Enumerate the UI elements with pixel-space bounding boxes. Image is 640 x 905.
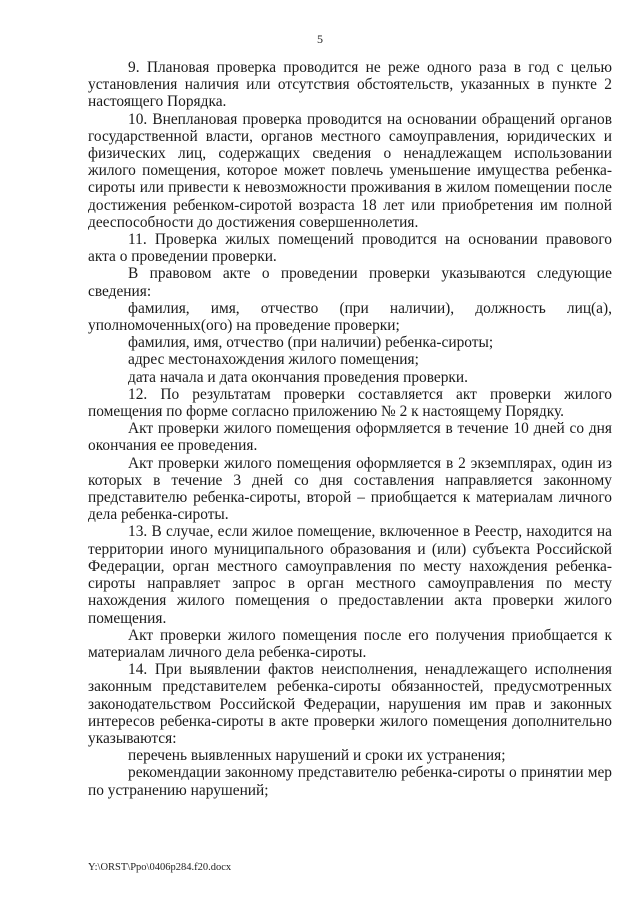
paragraph-13: 13. В случае, если жилое помещение, включенное в Реестр, находится на территории иного муниципального образования и (или) субъекта Российской Федерации, орган местного самоуправления по месту нахождения ребенка-сироты направляет запрос в орган местного самоуправления по месту нахождения жилого помещения о предоставлении акта проверки жилого помещения. bbox=[88, 523, 612, 627]
paragraph-13-attach: Акт проверки жилого помещения после его получения приобщается к материалам личного дела ребенка-сироты. bbox=[88, 626, 612, 661]
paragraph-12-deadline: Акт проверки жилого помещения оформляется в течение 10 дней со дня окончания ее проведения. bbox=[88, 420, 612, 455]
paragraph-11-item-address: адрес местонахождения жилого помещения; bbox=[128, 351, 419, 369]
paragraph-9: 9. Плановая проверка проводится не реже одного раза в год с целью установления наличия или отсутствия обстоятельств, указанных в пункте 2 настоящего Порядка. bbox=[88, 59, 612, 111]
paragraph-12: 12. По результатам проверки составляется акт проверки жилого помещения по форме согласно приложению № 2 к настоящему Порядку. bbox=[88, 385, 612, 421]
paragraph-11: 11. Проверка жилых помещений проводится на основании правового акта о проведении проверки. bbox=[88, 231, 612, 266]
paragraph-11-item-persons: фамилия, имя, отчество (при наличии), должность лиц(а), уполномоченных(ого) на проведение проверки; bbox=[88, 299, 612, 335]
paragraph-12-copies: Акт проверки жилого помещения оформляется в 2 экземплярах, один из которых в течение 3 дней со дня составления направляется законному представителю ребенка-сироты, второй – приобщается к материалам личного дела ребенка-сироты. bbox=[88, 454, 612, 524]
footer-file-path: Y:\ORST\Ppo\0406p284.f20.docx bbox=[88, 862, 232, 873]
paragraph-14: 14. При выявлении фактов неисполнения, ненадлежащего исполнения законным представителем ребенка-сироты обязанностей, предусмотренных законодательством Российской Федерации, нарушения им прав и законных интересов ребенка-сироты в акте проверки жилого помещения дополнительно указываются: bbox=[88, 661, 612, 747]
paragraph-14-item-recommendations: рекомендации законному представителю ребенка-сироты о принятии мер по устранению нарушений; bbox=[88, 764, 612, 799]
paragraph-11-item-dates: дата начала и дата окончания проведения проверки. bbox=[128, 368, 468, 386]
paragraph-10: 10. Внеплановая проверка проводится на основании обращений органов государственной власти, органов местного самоуправления, юридических и физических лиц, содержащих сведения о ненадлежащем использовании жилого помещения, которое может повлечь уменьшение имущества ребенка-сироты или привести к невозможности проживания в жилом помещении после достижения ребенком-сиротой возраста 18 лет или приобретения им полной дееспособности до достижения совершеннолетия. bbox=[88, 110, 612, 231]
paragraph-11-item-child: фамилия, имя, отчество (при наличии) ребенка-сироты; bbox=[128, 334, 494, 352]
page-number: 5 bbox=[317, 32, 323, 46]
paragraph-14-item-violations: перечень выявленных нарушений и сроки их устранения; bbox=[128, 747, 506, 765]
document-body bbox=[88, 59, 612, 799]
paragraph-11-intro: В правовом акте о проведении проверки указываются следующие сведения: bbox=[88, 265, 612, 300]
